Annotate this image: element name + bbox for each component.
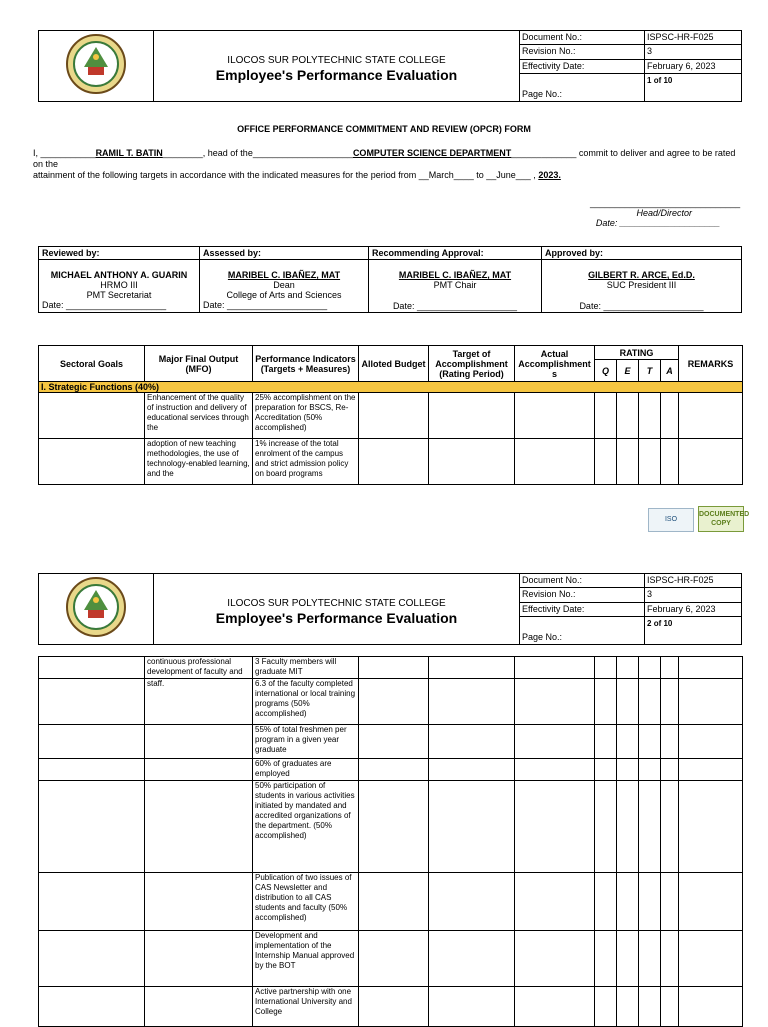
cell-empty <box>639 873 661 931</box>
cell-empty <box>661 781 679 873</box>
cell-empty <box>617 931 639 987</box>
table-row <box>39 987 743 1027</box>
cell-empty <box>617 987 639 1027</box>
cell-empty <box>679 759 743 781</box>
page-no-value <box>645 74 742 102</box>
college-logo-cell <box>39 31 154 102</box>
cell-empty <box>595 931 617 987</box>
cell-empty <box>639 439 661 485</box>
col-e: E <box>617 360 639 382</box>
sig-position: College of Arts and Sciences <box>226 290 342 300</box>
cell-empty <box>595 873 617 931</box>
cell-goal <box>39 393 145 439</box>
college-seal-icon <box>64 576 128 638</box>
college-name: ILOCOS SUR POLYTECHNIC STATE COLLEGE <box>227 55 446 66</box>
cell-empty <box>679 679 743 725</box>
cell-empty <box>617 393 639 439</box>
sig-name: MARIBEL C. IBAÑEZ, MAT <box>398 270 512 280</box>
section-band <box>39 382 743 393</box>
table-row <box>39 679 743 725</box>
table-row <box>39 657 743 679</box>
cell-empty <box>661 873 679 931</box>
cell-pi: Development and implementation of the Internship Manual approved by the BOT <box>253 931 359 987</box>
sig-assessed <box>200 260 369 313</box>
cell-empty <box>429 931 515 987</box>
revision-label: Revision No.: <box>520 588 645 602</box>
col-q: Q <box>595 360 617 382</box>
cell-mfo <box>145 781 253 873</box>
document-title: Employee's Performance Evaluation <box>215 67 458 83</box>
commit-i: I, ___________ <box>33 148 96 158</box>
sig-name: MICHAEL ANTHONY A. GUARIN <box>50 270 188 280</box>
cell-empty <box>617 759 639 781</box>
page-number: 2 <box>647 619 652 629</box>
page-no-label: Page No.: <box>520 617 645 645</box>
table-row <box>39 725 743 759</box>
cell-empty <box>595 725 617 759</box>
table-row <box>39 873 743 931</box>
cell-empty <box>661 987 679 1027</box>
cell-empty <box>639 657 661 679</box>
section-title: I. Strategic Functions (40%) <box>39 382 743 393</box>
col-t: T <box>639 360 661 382</box>
signatories-table <box>38 246 742 313</box>
page-total: of 10 <box>653 76 673 86</box>
col-actual: Actual Accomplishment s <box>515 346 595 382</box>
cell-empty <box>429 657 515 679</box>
cell-empty <box>679 931 743 987</box>
col-rating: RATING <box>595 346 679 360</box>
cell-empty <box>359 657 429 679</box>
cell-empty <box>661 759 679 781</box>
col-performance-indicators: Performance Indicators (Targets + Measures) <box>253 346 359 382</box>
college-name: ILOCOS SUR POLYTECHNIC STATE COLLEGE <box>227 598 446 609</box>
col-sectoral-goals: Sectoral Goals <box>39 346 145 382</box>
sig-role-assessed: Assessed by: <box>200 247 369 260</box>
sig-role-approved: Approved by: <box>542 247 742 260</box>
cell-empty <box>359 725 429 759</box>
doc-no-label: Document No.: <box>520 574 645 588</box>
cell-empty <box>595 393 617 439</box>
sig-position: PMT Secretariat <box>86 290 152 300</box>
cell-mfo <box>145 759 253 781</box>
col-remarks: REMARKS <box>679 346 743 382</box>
cell-empty <box>617 873 639 931</box>
cell-empty <box>359 393 429 439</box>
cell-empty <box>429 873 515 931</box>
cell-empty <box>679 873 743 931</box>
cell-pi: Publication of two issues of CAS Newsletter and distribution to all CAS students and faculty (50% accomplished) <box>253 873 359 931</box>
cell-goal <box>39 759 145 781</box>
sig-position: PMT Chair <box>433 280 477 290</box>
sig-date: Date: ____________________ <box>579 301 704 311</box>
cell-empty <box>359 781 429 873</box>
head-signature-block <box>590 198 741 228</box>
page-no-label: Page No.: <box>520 74 645 102</box>
cell-empty <box>595 679 617 725</box>
cell-empty <box>679 657 743 679</box>
department-name: COMPUTER SCIENCE DEPARTMENT <box>352 148 512 158</box>
cell-mfo: continuous professional development of faculty and <box>145 657 253 679</box>
cell-empty <box>515 987 595 1027</box>
sig-position: SUC President III <box>606 280 677 290</box>
commit-mid2: _____________ commit to deliver and agree to be rated on the <box>33 148 736 169</box>
cell-empty <box>661 725 679 759</box>
cell-empty <box>639 759 661 781</box>
page-total: of 10 <box>653 619 673 629</box>
cell-empty <box>679 439 743 485</box>
cell-empty <box>359 439 429 485</box>
cell-empty <box>639 393 661 439</box>
sig-date: Date: ____________________ <box>42 300 167 310</box>
doc-no-value: ISPSC-HR-F025 <box>645 31 742 45</box>
commit-mid1: ________, head of the____________________ <box>162 148 353 158</box>
effectivity-label: Effectivity Date: <box>520 602 645 616</box>
table-row <box>39 781 743 873</box>
sig-position: Dean <box>273 280 295 290</box>
cell-empty <box>595 987 617 1027</box>
cell-pi: 3 Faculty members will graduate MIT <box>253 657 359 679</box>
cell-goal <box>39 781 145 873</box>
commit-period: attainment of the following targets in accordance with the indicated measures for the period from __March____ to __June___ , <box>33 170 536 180</box>
effectivity-label: Effectivity Date: <box>520 59 645 73</box>
table-row <box>39 393 743 439</box>
cell-empty <box>429 439 515 485</box>
cell-goal <box>39 931 145 987</box>
college-seal-icon <box>64 33 128 95</box>
cell-empty <box>429 725 515 759</box>
cell-mfo: Enhancement of the quality of instruction and delivery of educational services through the <box>145 393 253 439</box>
revision-value: 3 <box>645 588 742 602</box>
cell-empty <box>595 439 617 485</box>
cell-empty <box>595 657 617 679</box>
cell-pi: 55% of total freshmen per program in a given year graduate <box>253 725 359 759</box>
cell-empty <box>429 393 515 439</box>
cell-empty <box>429 987 515 1027</box>
cell-empty <box>595 781 617 873</box>
cell-empty <box>515 781 595 873</box>
college-logo-cell <box>39 574 154 645</box>
cell-goal <box>39 987 145 1027</box>
header-title-cell <box>154 31 520 102</box>
col-mfo: Major Final Output (MFO) <box>145 346 253 382</box>
cell-empty <box>515 725 595 759</box>
cell-empty <box>595 759 617 781</box>
commit-year: 2023. <box>538 170 561 180</box>
cell-empty <box>661 931 679 987</box>
cell-empty <box>617 679 639 725</box>
cell-empty <box>359 679 429 725</box>
col-target: Target of Accomplishment (Rating Period) <box>429 346 515 382</box>
cell-empty <box>679 781 743 873</box>
cell-mfo: staff. <box>145 679 253 725</box>
cell-empty <box>429 759 515 781</box>
cell-pi: 1% increase of the total enrolment of the campus and strict admission policy on board programs <box>253 439 359 485</box>
head-signature-label: Head/Director <box>636 208 692 218</box>
cell-empty <box>515 657 595 679</box>
opcr-table-page1 <box>38 345 743 485</box>
col-a: A <box>661 360 679 382</box>
sig-approved <box>542 260 742 313</box>
cell-empty <box>661 657 679 679</box>
cell-pi: 6.3 of the faculty completed international or local training programs (50% accomplished) <box>253 679 359 725</box>
cell-goal <box>39 679 145 725</box>
sig-name: GILBERT R. ARCE, Ed.D. <box>588 270 695 280</box>
cell-empty <box>515 393 595 439</box>
sig-spacer <box>545 290 738 301</box>
sig-name: MARIBEL C. IBAÑEZ, MAT <box>227 270 341 280</box>
cell-mfo <box>145 931 253 987</box>
cell-empty <box>661 679 679 725</box>
cell-pi: 50% participation of students in various activities initiated by mandated and accredited organizations of the department. (50% accomplished) <box>253 781 359 873</box>
cell-empty <box>515 759 595 781</box>
table-row <box>39 439 743 485</box>
col-budget: Alloted Budget <box>359 346 429 382</box>
doc-no-value: ISPSC-HR-F025 <box>645 574 742 588</box>
table-row <box>39 931 743 987</box>
document-title: Employee's Performance Evaluation <box>215 610 458 626</box>
cell-empty <box>515 679 595 725</box>
cell-pi: Active partnership with one International University and College <box>253 987 359 1027</box>
sig-date: Date: ____________________ <box>392 301 518 311</box>
revision-value: 3 <box>645 45 742 59</box>
cell-empty <box>639 781 661 873</box>
cell-empty <box>515 439 595 485</box>
cell-empty <box>639 725 661 759</box>
head-name: RAMIL T. BATIN <box>95 148 163 158</box>
revision-label: Revision No.: <box>520 45 645 59</box>
cell-mfo: adoption of new teaching methodologies, the use of technology-enabled learning, and the <box>145 439 253 485</box>
cell-empty <box>429 679 515 725</box>
page-number: 1 <box>647 76 652 86</box>
page-no-value <box>645 617 742 645</box>
cell-empty <box>429 781 515 873</box>
header-title-cell <box>154 574 520 645</box>
cell-empty <box>617 657 639 679</box>
cell-empty <box>359 759 429 781</box>
doc-no-label: Document No.: <box>520 31 645 45</box>
cell-empty <box>639 987 661 1027</box>
sig-recommending <box>369 260 542 313</box>
cell-empty <box>359 873 429 931</box>
cell-empty <box>515 873 595 931</box>
cell-empty <box>679 725 743 759</box>
form-title: OFFICE PERFORMANCE COMMITMENT AND REVIEW (OPCR) FORM <box>237 124 531 134</box>
cell-goal <box>39 657 145 679</box>
cell-empty <box>639 931 661 987</box>
page1-header-table <box>38 30 742 102</box>
cell-pi: 25% accomplishment on the preparation for BSCS, Re-Accreditation (50% accomplished) <box>253 393 359 439</box>
sig-spacer <box>372 290 538 301</box>
commitment-statement <box>33 148 743 181</box>
cell-empty <box>661 439 679 485</box>
cell-empty <box>639 679 661 725</box>
cell-empty <box>515 931 595 987</box>
documented-copy-stamp: DOCUMENTED COPY <box>698 506 744 532</box>
cell-empty <box>679 393 743 439</box>
cell-empty <box>617 725 639 759</box>
cell-empty <box>359 987 429 1027</box>
effectivity-value: February 6, 2023 <box>645 602 742 616</box>
sig-role-recommending: Recommending Approval: <box>369 247 542 260</box>
cell-empty <box>679 987 743 1027</box>
cell-goal <box>39 725 145 759</box>
cell-empty <box>617 781 639 873</box>
cell-empty <box>661 393 679 439</box>
sig-date: Date: ____________________ <box>203 300 328 310</box>
cell-mfo <box>145 987 253 1027</box>
cell-mfo <box>145 873 253 931</box>
effectivity-value: February 6, 2023 <box>645 59 742 73</box>
cell-empty <box>359 931 429 987</box>
sig-role-reviewed: Reviewed by: <box>39 247 200 260</box>
cell-goal <box>39 873 145 931</box>
table-row <box>39 759 743 781</box>
cell-pi: 60% of graduates are employed <box>253 759 359 781</box>
cell-goal <box>39 439 145 485</box>
page2-header-table <box>38 573 742 645</box>
opcr-table-page2 <box>38 656 743 1027</box>
cell-mfo <box>145 725 253 759</box>
sig-position: HRMO III <box>100 280 138 290</box>
head-signature-line: ______________________________ <box>590 198 741 208</box>
sig-reviewed <box>39 260 200 313</box>
head-signature-date: Date: ____________________ <box>595 218 720 228</box>
iso-stamp-icon: ISO <box>648 508 694 532</box>
cell-empty <box>617 439 639 485</box>
